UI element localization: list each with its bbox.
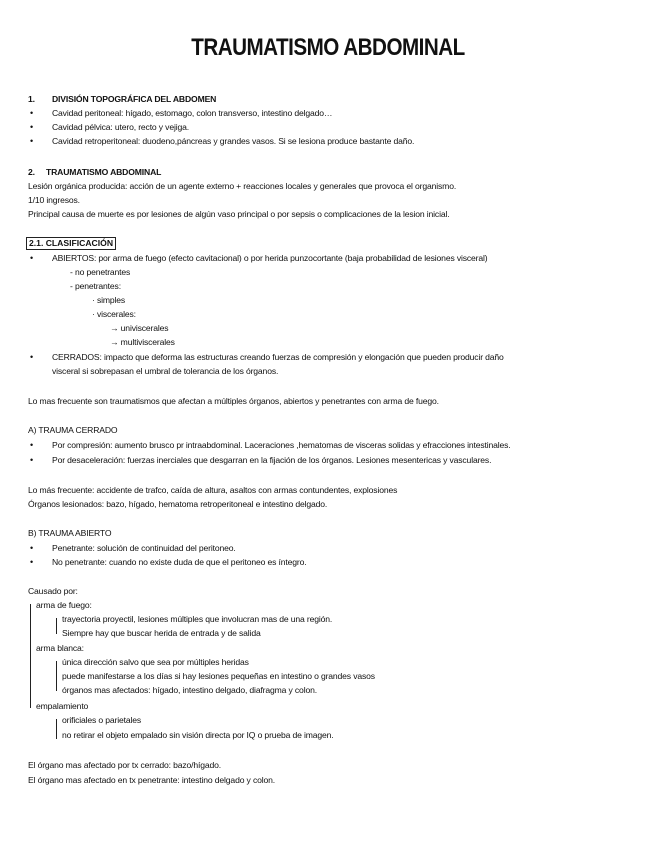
bullet-icon: • — [30, 122, 34, 132]
bullet-icon: • — [30, 455, 34, 465]
list-item: Cavidad retroperitoneal: duodeno,páncreas y grandes vasos. Si se lesiona produce bastante daño. — [52, 136, 415, 146]
paragraph-line: El órgano mas afectado en tx penetrante: intestino delgado y colon. — [28, 775, 275, 785]
tree-leaf: no retirar el objeto empalado sin visión directa por IQ o prueba de imagen. — [62, 730, 334, 740]
subheading-trauma-abierto: B) TRAUMA ABIERTO — [28, 528, 112, 538]
subheading-trauma-cerrado: A) TRAUMA CERRADO — [28, 425, 118, 435]
tree-node: arma blanca: — [36, 643, 84, 653]
section-2-heading: TRAUMATISMO ABDOMINAL — [46, 167, 162, 177]
bullet-icon: • — [30, 253, 34, 263]
bullet-icon: • — [30, 557, 34, 567]
paragraph-line: Órganos lesionados: bazo, hígado, hematoma retroperitoneal e intestino delgado. — [28, 499, 328, 509]
bullet-icon: • — [30, 440, 34, 450]
tree-leaf: única dirección salvo que sea por múltiples heridas — [62, 657, 249, 667]
sublist-item: · viscerales: — [92, 309, 136, 319]
paragraph-line: 1/10 ingresos. — [28, 195, 80, 205]
paragraph-line: Lo más frecuente: accidente de trafco, caída de altura, asaltos con armas contundentes, explosiones — [28, 485, 398, 495]
list-item: No penetrante: cuando no existe duda de que el peritoneo es íntegro. — [52, 557, 307, 567]
paragraph-line: Lo mas frecuente son traumatismos que afectan a múltiples órganos, abiertos y penetrantes con arma de fuego. — [28, 396, 439, 406]
tree-branch-line — [56, 661, 57, 691]
list-item: Por desaceleración: fuerzas inerciales que desgarran en la fijación de los órganos. Lesiones mesentericas y vasculares. — [52, 455, 492, 465]
list-item-continuation: visceral si sobrepasan el umbral de tolerancia de los órganos. — [52, 366, 279, 376]
bullet-icon: • — [30, 136, 34, 146]
sublist-item: - penetrantes: — [70, 281, 121, 291]
section-1-number: 1. — [28, 94, 35, 104]
bullet-icon: • — [30, 352, 34, 362]
list-item: Penetrante: solución de continuidad del peritoneo. — [52, 543, 236, 553]
sublist-item: · simples — [92, 295, 126, 305]
tree-branch-line — [30, 604, 31, 708]
paragraph-line: Principal causa de muerte es por lesiones de algún vaso principal o por sepsis o complicaciones de la lesion inicial. — [28, 209, 450, 219]
subheading-causado: Causado por: — [28, 586, 78, 596]
list-item: Cavidad pélvica: utero, recto y vejiga. — [52, 122, 189, 132]
tree-node: empalamiento — [36, 701, 89, 711]
list-item: Por compresión: aumento brusco pr intraabdominal. Laceraciones ,hematomas de visceras solidas y efracciones intestinales. — [52, 440, 511, 450]
section-2-number: 2. — [28, 167, 35, 177]
list-item: CERRADOS: impacto que deforma las estructuras creando fuerzas de compresión y elongación que pueden producir daño — [52, 352, 504, 362]
subsection-label: 2.1. CLASIFICACIÓN — [26, 237, 116, 250]
tree-branch-line — [56, 618, 57, 634]
tree-branch-line — [56, 719, 57, 739]
tree-node: arma de fuego: — [36, 600, 92, 610]
list-item: ABIERTOS: por arma de fuego (efecto cavitacional) o por herida punzocortante (baja probabilidad de lesiones visceral) — [52, 253, 488, 263]
sublist-item: - no penetrantes — [70, 267, 131, 277]
bullet-icon: • — [30, 108, 34, 118]
tree-leaf: trayectoria proyectil, lesiones múltiples que involucran mas de una región. — [62, 614, 333, 624]
tree-leaf: orificiales o parietales — [62, 715, 142, 725]
sublist-item: → univiscerales — [110, 323, 169, 333]
page-title: TRAUMATISMO ABDOMINAL — [191, 34, 465, 61]
list-item: Cavidad peritoneal: hígado, estomago, colon transverso, intestino delgado… — [52, 108, 333, 118]
section-1-heading: DIVISIÓN TOPOGRÁFICA DEL ABDOMEN — [52, 94, 217, 104]
bullet-icon: • — [30, 543, 34, 553]
tree-leaf: Siempre hay que buscar herida de entrada y de salida — [62, 628, 261, 638]
tree-leaf: órganos mas afectados: hígado, intestino delgado, diafragma y colon. — [62, 685, 317, 695]
paragraph-line: El órgano mas afectado por tx cerrado: bazo/hígado. — [28, 760, 221, 770]
tree-leaf: puede manifestarse a los días si hay lesiones pequeñas en intestino o grandes vasos — [62, 671, 375, 681]
sublist-item: → multiviscerales — [110, 337, 175, 347]
paragraph-line: Lesión orgánica producida: acción de un agente externo + reacciones locales y generales que provoca el organismo. — [28, 181, 457, 191]
